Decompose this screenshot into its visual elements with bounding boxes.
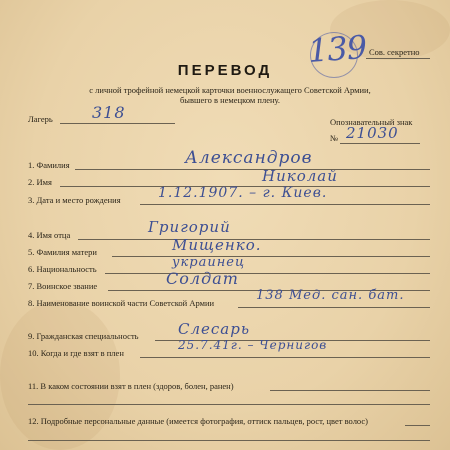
field-11-line: [270, 390, 430, 391]
field-10-value: 25.7.41г. – Чернигов: [178, 338, 328, 352]
field-12-extra-line: [28, 440, 430, 441]
field-4-value: Григорий: [148, 218, 231, 236]
id-mark-prefix: №: [330, 133, 339, 143]
field-4-label: 4. Имя отца: [28, 230, 71, 240]
secrecy-label: Сов. секретно: [369, 47, 420, 57]
field-8-line: [238, 307, 430, 308]
secrecy-underline: [366, 58, 430, 59]
field-9-value: Слесарь: [178, 320, 251, 338]
field-1-line: [75, 169, 430, 170]
field-6-label: 6. Национальность: [28, 264, 97, 274]
id-mark-line: [340, 143, 420, 144]
paper-stain: [0, 300, 120, 450]
page-title: ПЕРЕВОД: [177, 62, 273, 79]
subtitle-line1: с личной трофейной немецкой карточки военнослужащего Советской Армии,: [89, 85, 371, 95]
field-11-extra-line: [28, 404, 430, 405]
id-mark-label: Опознавательный знак: [330, 117, 413, 127]
field-1-label: 1. Фамилия: [28, 160, 70, 170]
field-7-value: Солдат: [166, 269, 239, 288]
field-6-value: украинец: [172, 255, 246, 270]
field-8-value: 138 Мед. сан. бат.: [256, 288, 405, 303]
subtitle-line2: бывшего в немецком плену.: [179, 95, 281, 105]
field-1-value: Александров: [185, 148, 313, 168]
field-10-line: [140, 357, 430, 358]
field-5-value: Мищенко.: [172, 236, 262, 254]
camp-line: [60, 123, 175, 124]
field-2-value: Николай: [262, 167, 338, 185]
field-6-line: [105, 273, 430, 274]
field-12-line: [405, 425, 430, 426]
field-10-label: 10. Когда и где взят в плен: [28, 348, 124, 358]
handwritten-stamp-number: 139: [306, 28, 368, 70]
field-2-label: 2. Имя: [28, 177, 52, 187]
field-3-line: [140, 204, 430, 205]
id-mark-value: 21030: [346, 124, 399, 142]
camp-label: Лагерь: [28, 114, 53, 124]
field-5-line: [112, 256, 430, 257]
field-8-label: 8. Наименование воинской части Советской Армии: [28, 298, 215, 308]
field-7-label: 7. Воинское звание: [28, 281, 98, 291]
field-3-label: 3. Дата и место рождения: [28, 195, 121, 205]
field-3-value: 1.12.1907. – г. Киев.: [158, 185, 328, 201]
camp-value: 318: [92, 103, 126, 122]
field-5-label: 5. Фамилия матери: [28, 247, 97, 257]
field-9-label: 9. Гражданская специальность: [28, 331, 139, 341]
field-11-label: 11. В каком состоянии взят в плен (здоров, болен, ранен): [28, 381, 234, 391]
field-12-label: 12. Подробные персональные данные (имеется фотография, оттиск пальцев, рост, цвет волос): [28, 416, 368, 426]
